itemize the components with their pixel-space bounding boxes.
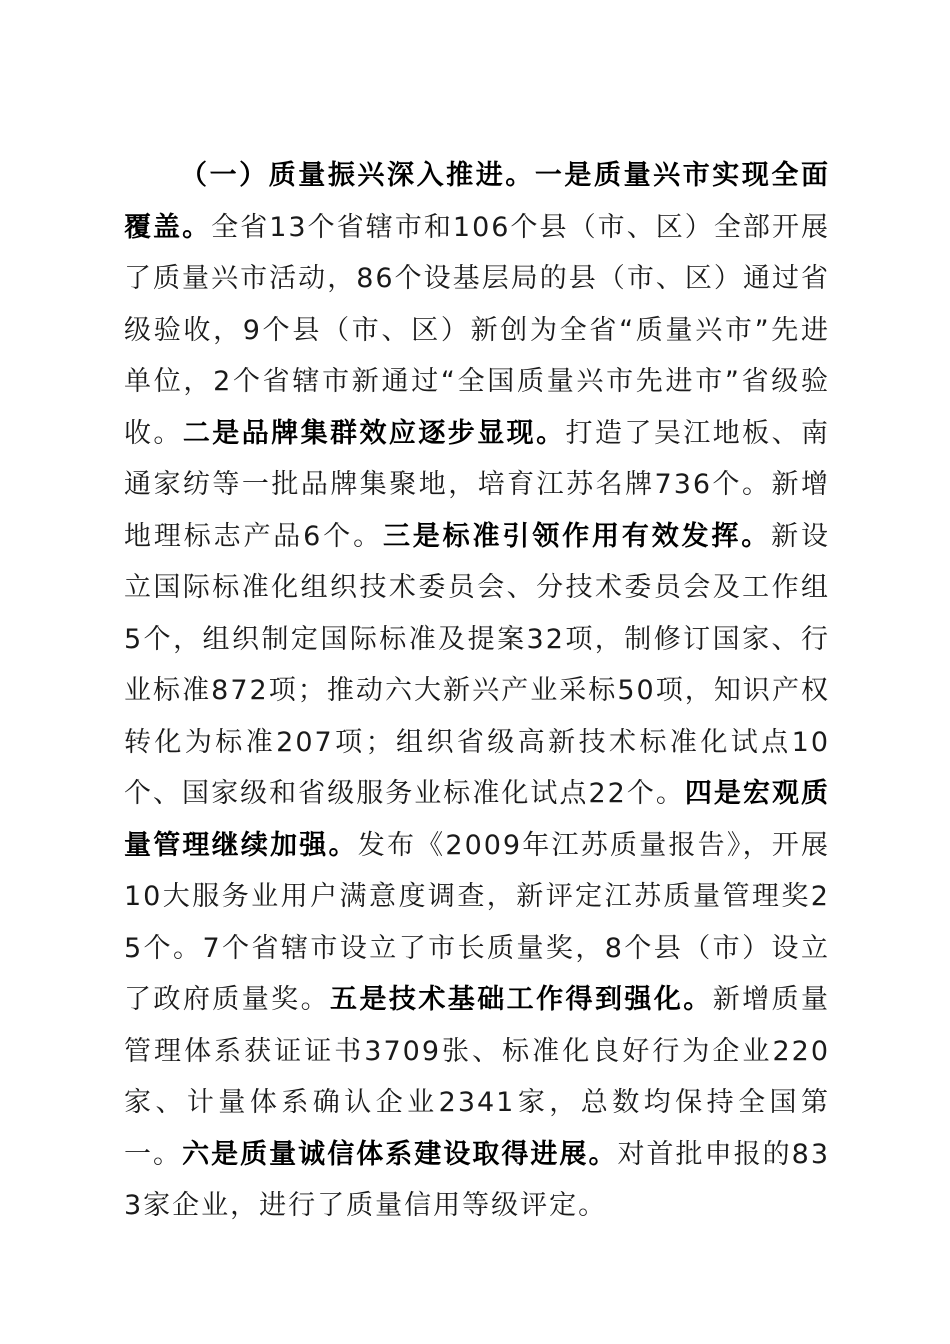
point-text-3: 新设立国际标准化组织技术委员会、分技术委员会及工作组5个，组织制定国际标准及提案32项，制修订国家、行业标准872项；推动六大新兴产业采标50项，知识产权转化为标准207项；组织省级高新技术标准化试点10个、国家级和省级服务业标准化试点22个。 [124, 520, 831, 809]
point-text-1: 全省13个省辖市和106个县（市、区）全部开展了质量兴市活动，86个设基层局的县（市、区）通过省级验收，9个县（市、区）新创为全省“质量兴市”先进单位，2个省辖市新通过“全国质量兴市先进市”省级验收。 [124, 211, 831, 449]
section-heading: （一）质量振兴深入推进。 [180, 160, 535, 191]
point-heading-2: 二是品牌集群效应逐步显现。 [182, 417, 566, 449]
point-text-6: 对首批申报的833家企业，进行了质量信用等级评定。 [124, 1138, 831, 1221]
point-heading-6: 六是质量诚信体系建设取得进展。 [182, 1138, 618, 1170]
body-paragraph [124, 150, 830, 1232]
point-heading-5: 五是技术基础工作得到强化。 [330, 984, 713, 1015]
point-text-4: 发布《2009年江苏质量报告》，开展10大服务业用户满意度调查，新评定江苏质量管理奖25个。7个省辖市设立了市长质量奖，8个县（市）设立了政府质量奖。 [124, 829, 831, 1015]
point-heading-4: 四是宏观质量管理继续加强。 [124, 778, 831, 861]
point-heading-3: 三是标准引领作用有效发挥。 [382, 520, 772, 552]
point-text-5: 新增质量管理体系获证证书3709张、标准化良好行为企业220家、计量体系确认企业2341家，总数均保持全国第一。 [124, 984, 831, 1170]
point-text-2: 打造了吴江地板、南通家纺等一批品牌集聚地，培育江苏名牌736个。新增地理标志产品6个。 [124, 417, 831, 552]
point-heading-1: 一是质量兴市实现全面覆盖。 [124, 160, 831, 243]
